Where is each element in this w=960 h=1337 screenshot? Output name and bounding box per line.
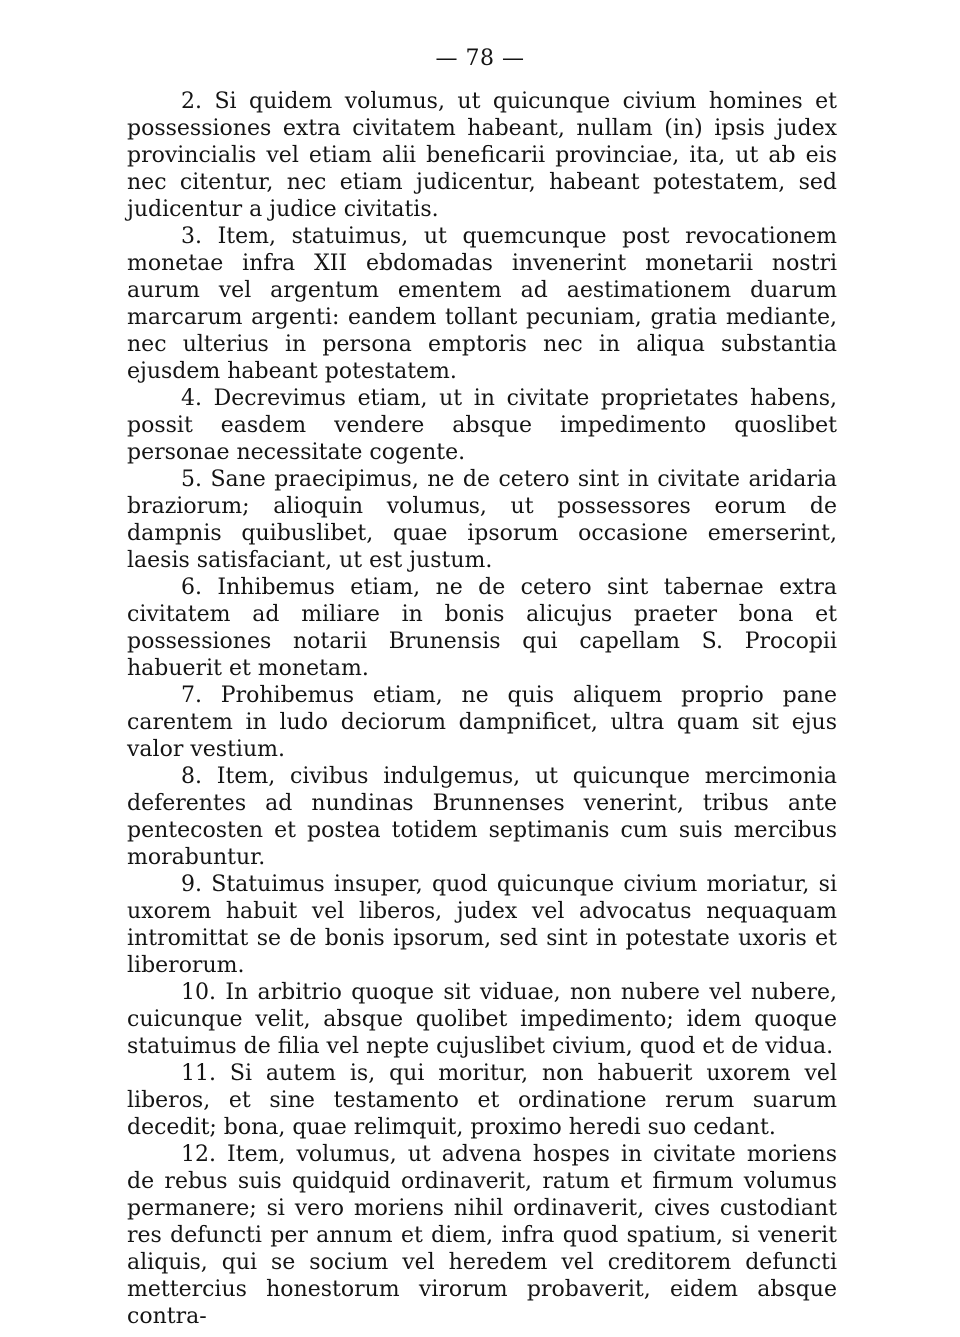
paragraph-12: 12. Item, volumus, ut advena hospes in civitate moriens de rebus suis quidquid ordinaverit, ratum et firmum volumus permanere; si vero moriens nihil ordinaverit, cives custodiant res defuncti per annum et diem, infra quod spatium, si venerit aliquis, qui se socium vel heredem vel creditorem defuncti mettercius honestorum virorum probaverit, eidem absque contra- bbox=[127, 1142, 837, 1329]
paragraph-4: 4. Decrevimus etiam, ut in civitate proprietates habens, possit easdem vendere absque impedimento quoslibet personae necessitate cogente. bbox=[127, 386, 837, 465]
paragraph-5: 5. Sane praecipimus, ne de cetero sint in civitate aridaria braziorum; alioquin volumus, ut possessores eorum de dampnis quibuslibet, quae ipsorum occasione emerserint, laesis satisfaciant, ut est justum. bbox=[127, 467, 837, 573]
paragraph-3: 3. Item, statuimus, ut quemcunque post revocationem monetae infra XII ebdomadas invenerint monetarii nostri aurum vel argentum ementem ad aestimationem duarum marcarum argenti: eandem tollant pecuniam, gratia mediante, nec ulterius in persona emptoris nec in aliqua substantia ejusdem habeant potestatem. bbox=[127, 224, 837, 384]
paragraph-6: 6. Inhibemus etiam, ne de cetero sint tabernae extra civitatem ad miliare in bonis alicujus praeter bona et possessiones notarii Brunensis qui capellam S. Procopii habuerit et monetam. bbox=[127, 575, 837, 681]
paragraph-7: 7. Prohibemus etiam, ne quis aliquem proprio pane carentem in ludo deciorum dampnificet, ultra quam sit ejus valor vestium. bbox=[127, 683, 837, 762]
paragraph-9: 9. Statuimus insuper, quod quicunque civium moriatur, si uxorem habuit vel liberos, judex vel advocatus nequaquam intromittat se de bonis ipsorum, sed sint in potestate uxoris et liberorum. bbox=[127, 872, 837, 978]
paragraph-11: 11. Si autem is, qui moritur, non habuerit uxorem vel liberos, et sine testamento et ordinatione rerum suarum decedit; bona, quae relimquit, proximo heredi suo cedant. bbox=[127, 1061, 837, 1140]
paragraph-2: 2. Si quidem volumus, ut quicunque civium homines et possessiones extra civitatem habeant, nullam (in) ipsis judex provincialis vel etiam alii beneficarii provinciae, ita, ut ab eis nec citentur, nec etiam judicentur, habeant potestatem, sed judicentur a judice civitatis. bbox=[127, 89, 837, 222]
paragraph-8: 8. Item, civibus indulgemus, ut quicunque mercimonia deferentes ad nundinas Brunnenses venerint, tribus ante pentecosten et postea totidem septimanis cum suis mercibus morabuntur. bbox=[127, 764, 837, 870]
body-text bbox=[127, 88, 837, 1330]
paragraph-10: 10. In arbitrio quoque sit viduae, non nubere vel nubere, cuicunque velit, absque quolibet impedimento; idem quoque statuimus de filia vel nepte cujuslibet civium, quod et de vidua. bbox=[127, 980, 837, 1059]
page-number: — 78 — bbox=[435, 46, 525, 71]
